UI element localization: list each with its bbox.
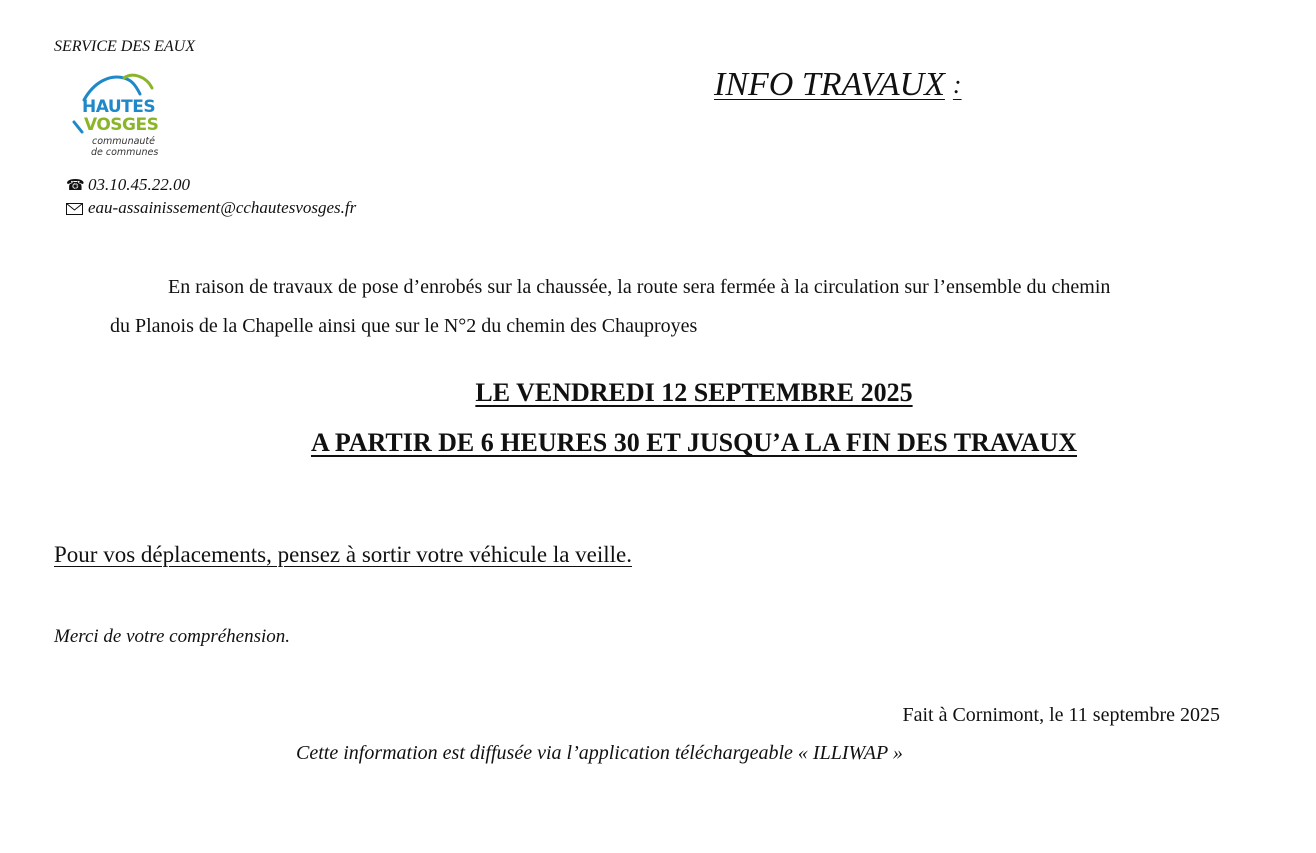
contact-email-line [66,198,356,218]
page-title-colon: : [952,70,962,99]
logo-text-communaute: communauté [92,136,155,147]
thanks-note: Merci de votre compréhension. [54,626,291,647]
notice-line-2: du Planois de la Chapelle ainsi que sur le N°2 du chemin des Chauproyes [110,315,698,337]
contact-phone-number: 03.10.45.22.00 [88,175,190,194]
page-title [714,66,962,104]
closure-time-heading: A PARTIR DE 6 HEURES 30 ET JUSQU’A LA FIN DES TRAVAUX [310,428,1078,457]
logo-text-hautes: HAUTES [82,97,156,117]
hautes-vosges-logo [70,72,170,158]
signature-place-date: Fait à Cornimont, le 11 septembre 2025 [902,704,1220,726]
logo-v-accent [74,122,82,132]
envelope-icon [66,199,88,217]
telephone-icon: ☎ [66,176,85,194]
contact-phone-line [66,175,190,195]
service-name: SERVICE DES EAUX [54,38,196,55]
notice-line-1: En raison de travaux de pose d’enrobés sur la chaussée, la route sera fermée à la circulation sur l’ensemble du chemin [168,276,1111,298]
logo-text-vosges: VOSGES [84,115,159,135]
contact-email-address[interactable]: eau-assainissement@cchautesvosges.fr [88,198,357,217]
notice-paragraph [110,268,1230,346]
page-title-text: INFO TRAVAUX [714,66,945,103]
closure-date-heading: LE VENDREDI 12 SEPTEMBRE 2025 [475,378,913,407]
vehicle-advice: Pour vos déplacements, pensez à sortir votre véhicule la veille. [54,542,632,567]
logo-mountain-swoosh-green [124,75,152,88]
footer-app-info: Cette information est diffusée via l’application téléchargeable « ILLIWAP » [296,742,903,764]
logo-text-de-communes: de communes [91,147,159,158]
